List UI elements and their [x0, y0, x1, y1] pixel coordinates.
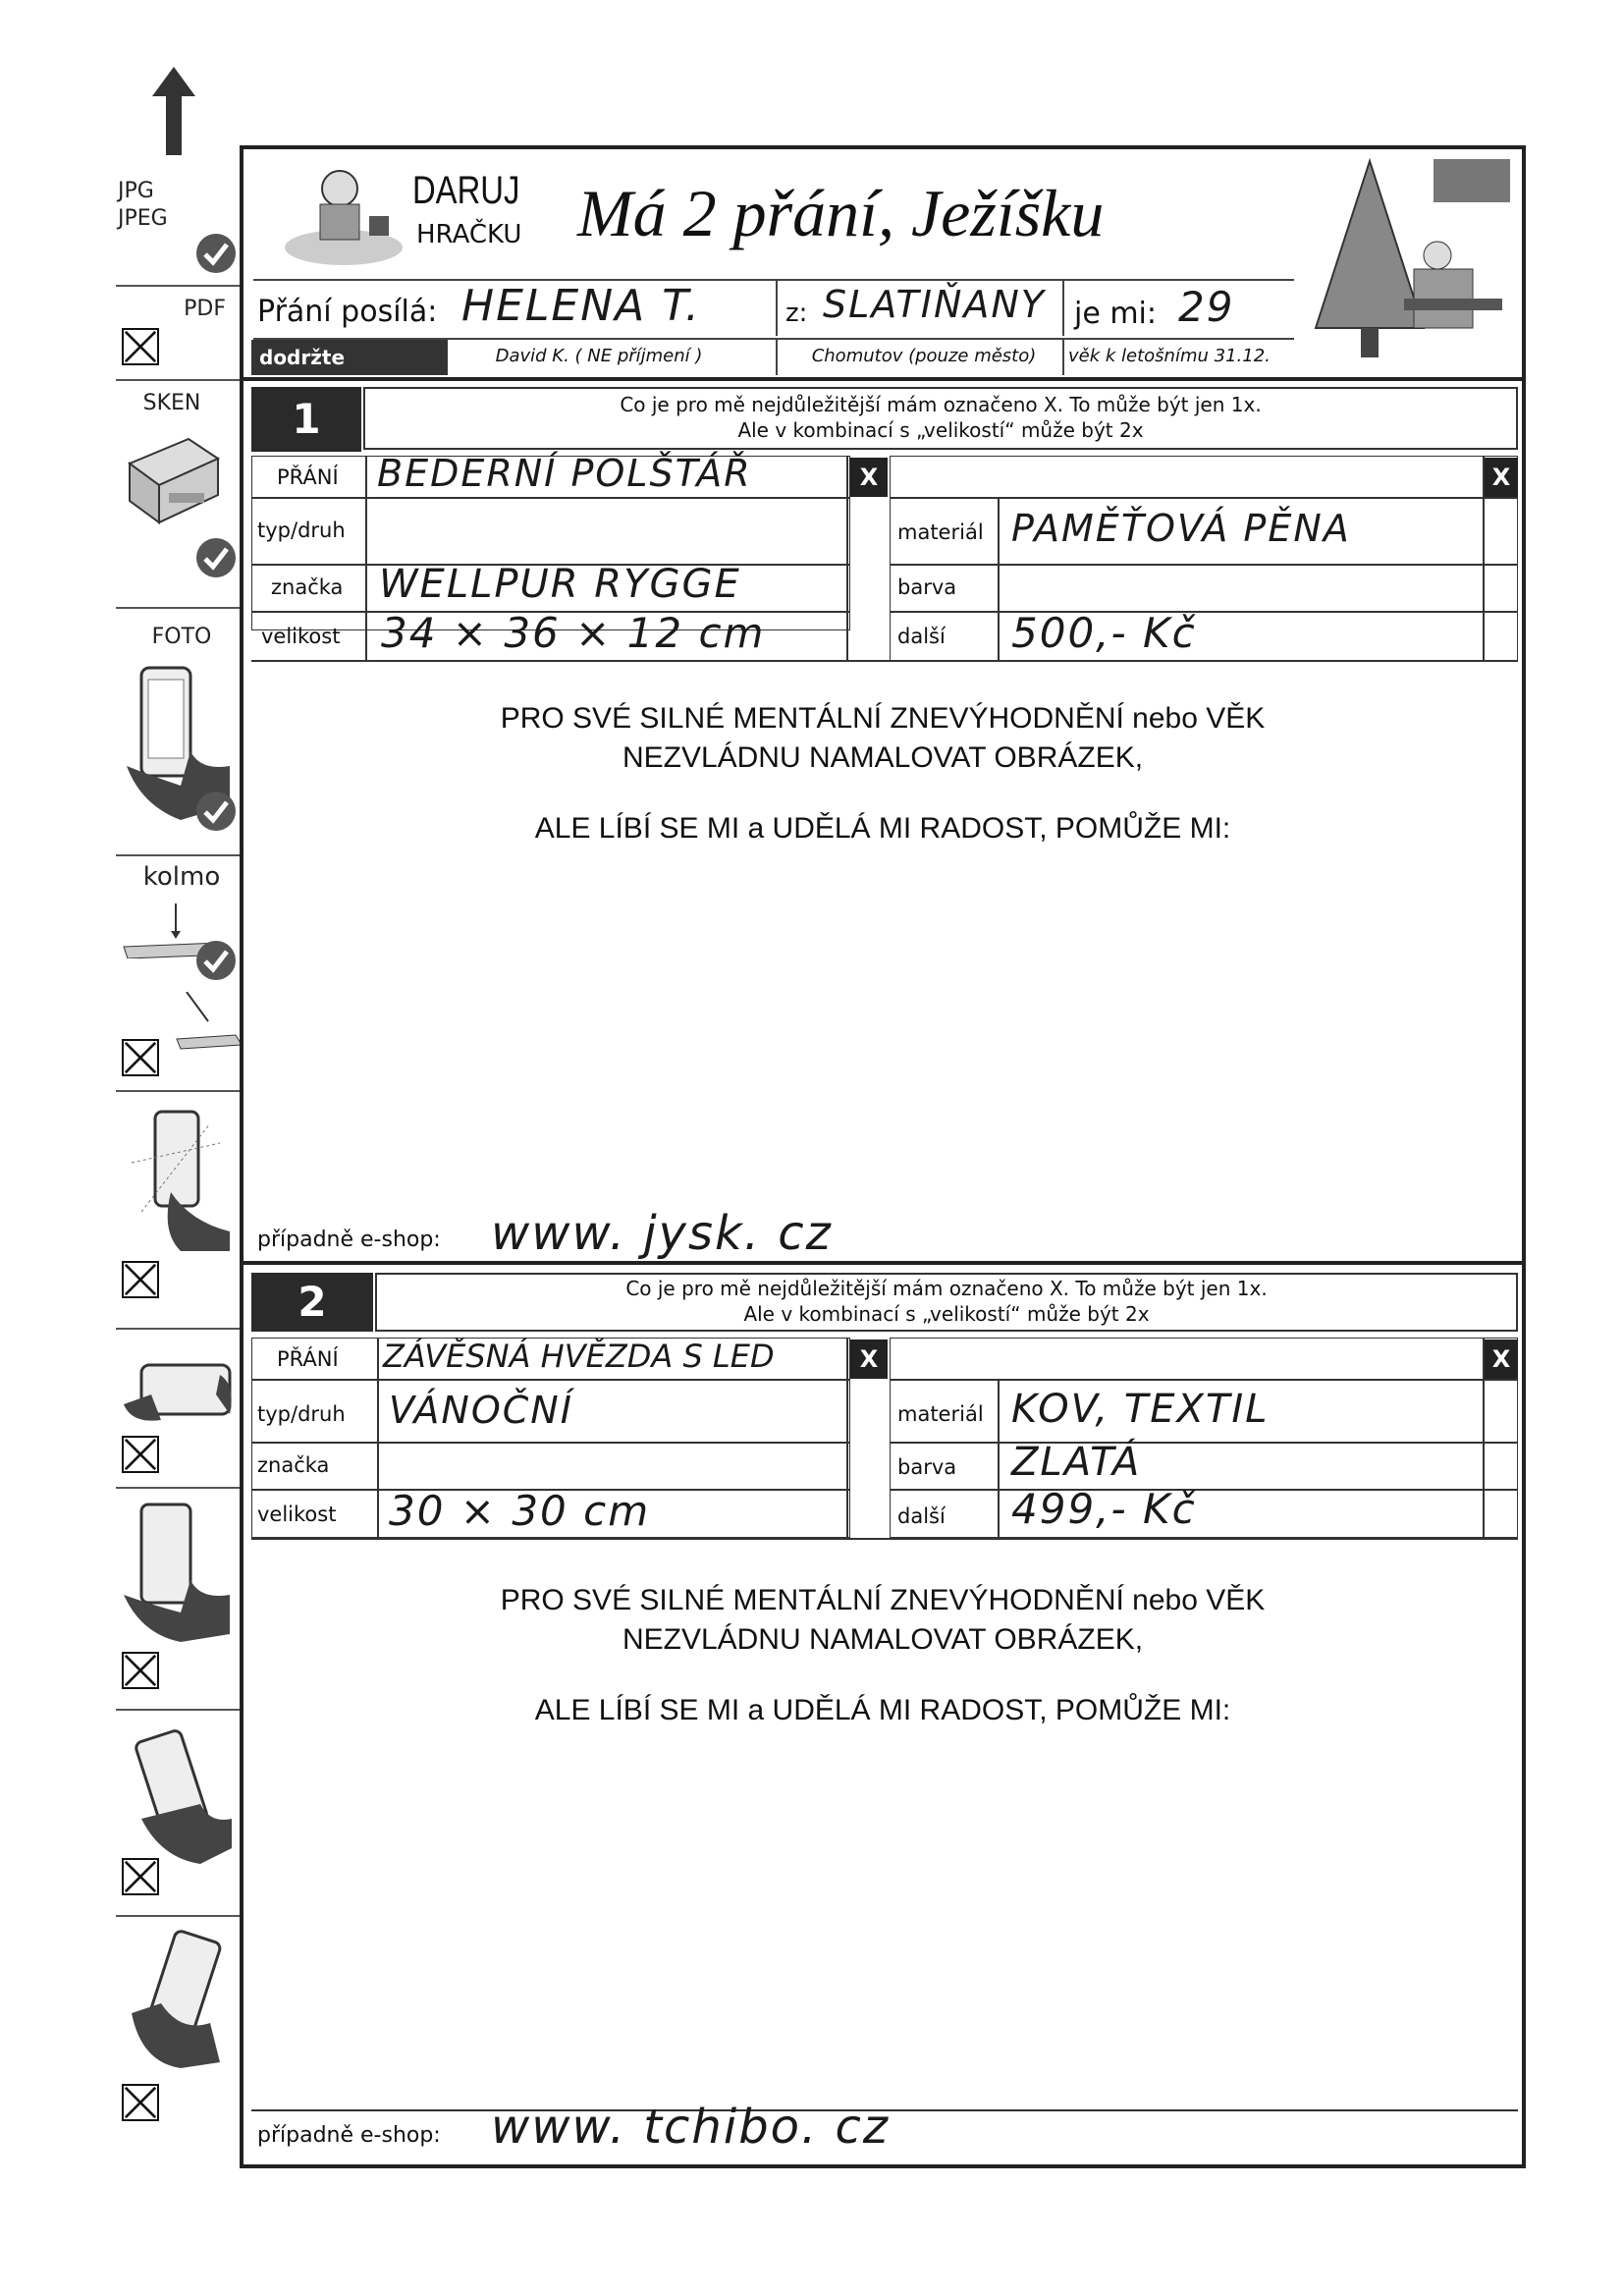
barva-value: ZLATÁ — [1011, 1440, 1142, 1485]
cross-box-icon — [122, 1858, 159, 1895]
phone-hand-icon — [122, 1497, 232, 1644]
prani-label: PŘÁNÍ — [277, 465, 339, 489]
wish-number-badge: 1 — [251, 387, 361, 452]
znacka-label: značka — [257, 1453, 330, 1477]
velikost-value: 30 × 30 cm — [389, 1487, 651, 1535]
sidebar-foto-label: FOTO — [151, 625, 212, 649]
cross-box-icon — [122, 1436, 159, 1473]
statement-line1: PRO SVÉ SILNÉ MENTÁLNÍ ZNEVÝHODNĚNÍ nebo VĚK — [500, 702, 1266, 735]
phone-hand-icon — [122, 1104, 232, 1251]
age-value: 29 — [1178, 283, 1235, 331]
velikost-value: 34 × 36 × 12 cm — [381, 609, 766, 657]
znacka-label: značka — [271, 575, 344, 599]
x-mark-right: X — [1485, 1339, 1518, 1379]
material-label: materiál — [897, 1402, 984, 1426]
prani-value: BEDERNÍ POLŠTÁŘ — [377, 452, 752, 495]
eshop-value: www. jysk. cz — [491, 1206, 833, 1261]
sidebar-sken-label: SKEN — [142, 391, 201, 415]
horizontal-phone-icon — [122, 1355, 238, 1424]
typ-label: typ/druh — [257, 1402, 346, 1426]
cross-box-icon — [122, 1039, 159, 1076]
tilted-phone-icon — [122, 1721, 232, 1868]
sender-value: HELENA T. — [461, 281, 701, 331]
prani-value: ZÁVĚSNÁ HVĚZDA S LED — [383, 1338, 775, 1375]
velikost-label: velikost — [257, 1503, 337, 1526]
x-mark-right: X — [1485, 458, 1518, 497]
check-icon — [194, 536, 238, 579]
check-icon — [194, 232, 238, 275]
example-town: Chomutov (pouze město) — [811, 346, 1037, 366]
wish-note-line2: Ale v kombinací s „velikostí“ může být 2x — [737, 418, 1144, 442]
dalsi-value: 500,- Kč — [1011, 609, 1197, 657]
christmas-tree-illustration — [1296, 151, 1522, 365]
cross-box-icon — [122, 2084, 159, 2121]
check-icon — [194, 790, 238, 833]
age-label: je mi: — [1074, 297, 1157, 331]
check-icon — [194, 939, 238, 982]
sidebar-pdf-label: PDF — [184, 297, 226, 321]
znacka-value: WELLPUR RYGGE — [379, 562, 741, 607]
logo-hracku: HRAČKU — [416, 220, 522, 249]
from-value: SLATIŇANY — [823, 283, 1046, 326]
statement-line2: NEZVLÁDNU NAMALOVAT OBRÁZEK, — [622, 1623, 1144, 1656]
eshop-label: případně e-shop: — [257, 1228, 441, 1252]
statement-line2: NEZVLÁDNU NAMALOVAT OBRÁZEK, — [622, 741, 1144, 774]
cross-box-icon — [122, 1261, 159, 1298]
typ-label: typ/druh — [257, 519, 346, 542]
cross-box-icon — [122, 1652, 159, 1689]
barva-label: barva — [897, 575, 957, 599]
statement-line3: ALE LÍBÍ SE MI a UDĚLÁ MI RADOST, POMŮŽE MI: — [534, 1694, 1231, 1726]
wish-number-badge: 2 — [251, 1273, 373, 1332]
example-age: věk k letošnímu 31.12. — [1068, 346, 1271, 366]
dalsi-label: další — [897, 1504, 946, 1528]
eshop-label: případně e-shop: — [257, 2123, 441, 2148]
wish-note-line1: Co je pro mě nejdůležitější mám označeno X. To může být jen 1x. — [620, 393, 1262, 416]
material-value: PAMĚŤOVÁ PĚNA — [1011, 507, 1351, 550]
examples-label: dodržte — [251, 340, 448, 375]
page-title: Má 2 přání, Ježíšku — [577, 176, 1105, 250]
statement-line1: PRO SVÉ SILNÉ MENTÁLNÍ ZNEVÝHODNĚNÍ nebo VĚK — [500, 1584, 1266, 1616]
material-value: KOV, TEXTIL — [1011, 1387, 1270, 1432]
angled-icon — [147, 992, 242, 1051]
kids-playing-illustration — [281, 159, 408, 269]
x-mark-prani: X — [850, 458, 888, 497]
wish-note-line2: Ale v kombinací s „velikostí“ může být 2x — [743, 1302, 1150, 1326]
up-arrow-icon — [152, 67, 195, 155]
dalsi-label: další — [897, 625, 946, 648]
typ-value: VÁNOČNÍ — [389, 1389, 573, 1432]
sidebar-jpg-label: JPG — [118, 179, 154, 203]
example-name: David K. ( NE příjmení ) — [495, 346, 703, 366]
sender-label: Přání posílá: — [257, 295, 438, 329]
x-mark-prani: X — [850, 1339, 888, 1379]
sidebar-kolmo-label: kolmo — [142, 862, 221, 892]
dalsi-value: 499,- Kč — [1011, 1485, 1197, 1533]
logo-daruj: DARUJ — [412, 169, 520, 212]
barva-label: barva — [897, 1455, 957, 1479]
sidebar-jpeg-label: JPEG — [118, 206, 168, 231]
statement-line3: ALE LÍBÍ SE MI a UDĚLÁ MI RADOST, POMŮŽE MI: — [534, 812, 1231, 845]
cross-box-icon — [122, 328, 159, 365]
wish-note-line1: Co je pro mě nejdůležitější mám označeno X. To může být jen 1x. — [625, 1277, 1268, 1300]
material-label: materiál — [897, 520, 984, 544]
velikost-label: velikost — [261, 625, 341, 648]
from-label: z: — [785, 299, 808, 328]
eshop-value: www. tchibo. cz — [491, 2100, 891, 2155]
tilted-phone-icon — [122, 1925, 232, 2072]
prani-label: PŘÁNÍ — [277, 1347, 339, 1371]
scanner-icon — [120, 424, 228, 532]
